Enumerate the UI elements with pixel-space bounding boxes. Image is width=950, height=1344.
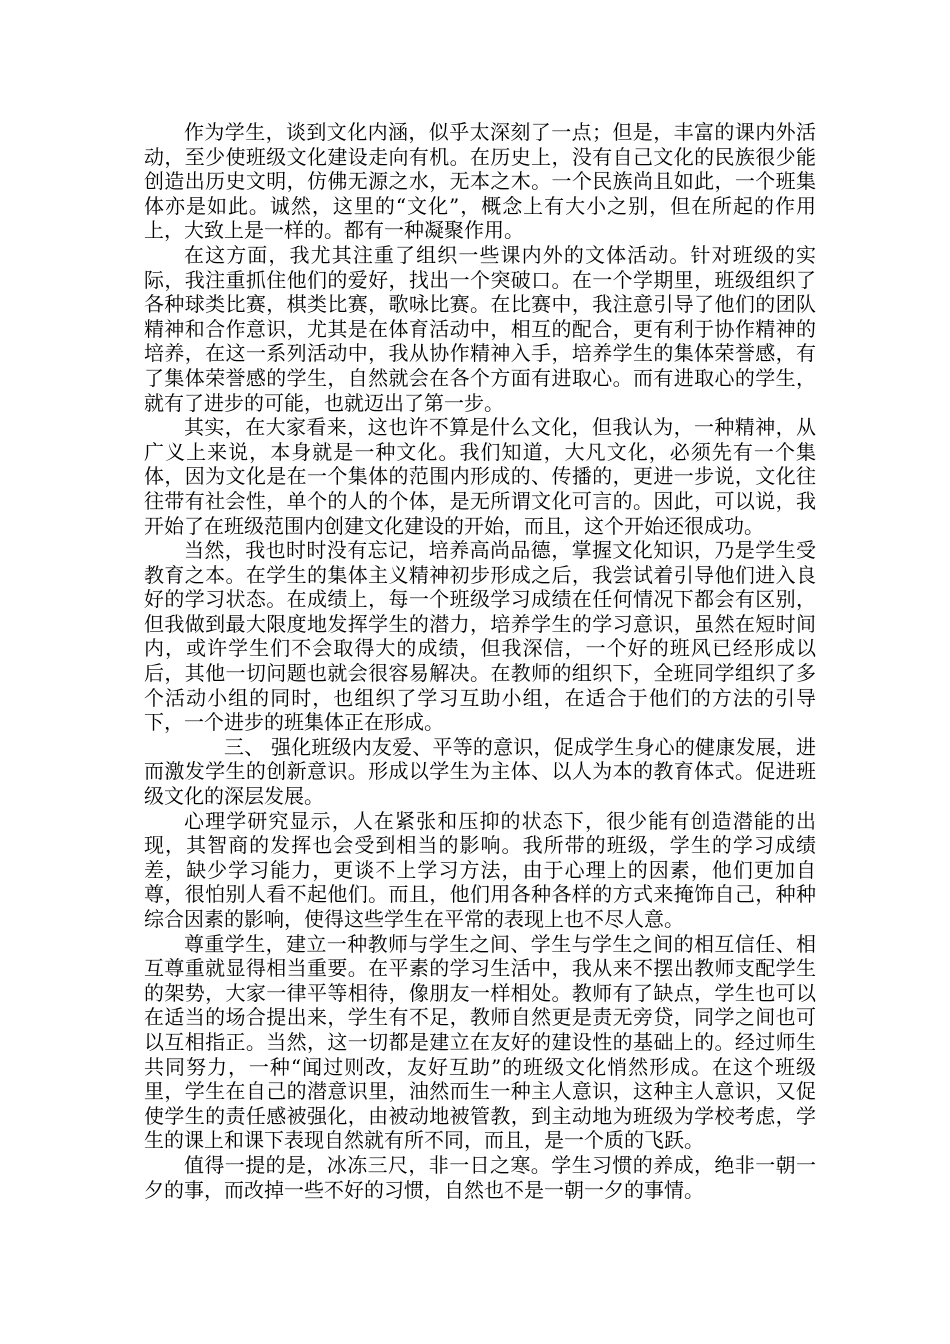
paragraph-psychology: 心理学研究显示，人在紧张和压抑的状态下，很少能有创造潜能的出现，其智商的发挥也会受到相当的影响。我所带的班级，学生的学习成绩差，缺少学习能力，更谈不上学习方法，由于心理上的因素，他们更加自尊，很怕别人看不起他们。而且，他们用各种各样的方式来掩饰自己，种种综合因素的影响，使得这些学生在平常的表现上也不尽人意。 bbox=[144, 808, 816, 931]
document-body bbox=[144, 120, 816, 1202]
paragraph-learning-state: 当然，我也时时没有忘记，培养高尚品德，掌握文化知识，乃是学生受教育之本。在学生的集体主义精神初步形成之后，我尝试着引导他们进入良好的学习状态。在成绩上，每一个班级学习成绩在任何情况下都会有区别，但我做到最大限度地发挥学生的潜力，培养学生的学习意识，虽然在短时间内，或许学生们不会取得大的成绩，但我深信，一个好的班风已经形成以后，其他一切问题也就会很容易解决。在教师的组织下，全班同学组织了多个活动小组的同时，也组织了学习互助小组，在适合于他们的方法的引导下，一个进步的班集体正在形成。 bbox=[144, 538, 816, 735]
paragraph-activities: 在这方面，我尤其注重了组织一些课内外的文体活动。针对班级的实际，我注重抓住他们的爱好，找出一个突破口。在一个学期里，班级组织了各种球类比赛，棋类比赛，歌咏比赛。在比赛中，我注意引导了他们的团队精神和合作意识，尤其是在体育活动中，相互的配合，更有利于协作精神的培养，在这一系列活动中，我从协作精神入手，培养学生的集体荣誉感，有了集体荣誉感的学生，自然就会在各个方面有进取心。而有进取心的学生，就有了进步的可能，也就迈出了第一步。 bbox=[144, 242, 816, 415]
paragraph-habits: 值得一提的是，冰冻三尺，非一日之寒。学生习惯的养成，绝非一朝一夕的事，而改掉一些不好的习惯，自然也不是一朝一夕的事情。 bbox=[144, 1152, 816, 1202]
section-heading-three: 三、 强化班级内友爱、平等的意识，促成学生身心的健康发展，进而激发学生的创新意识。形成以学生为主体、以人为本的教育体式。促进班级文化的深层发展。 bbox=[144, 734, 816, 809]
paragraph-respect-students: 尊重学生，建立一种教师与学生之间、学生与学生之间的相互信任、相互尊重就显得相当重要。在平素的学习生活中，我从来不摆出教师支配学生的架势，大家一律平等相待，像朋友一样相处。教师有了缺点，学生也可以在适当的场合提出来，学生有不足，教师自然更是责无旁贷，同学之间也可以互相指正。当然，这一切都是建立在友好的建设性的基础上的。经过师生共同努力，一种“闻过则改，友好互助”的班级文化悄然形成。在这个班级里，学生在自己的潜意识里，油然而生一种主人意识，这种主人意识，又促使学生的责任感被强化，由被动地被管教，到主动地为班级为学校考虑，学生的课上和课下表现自然就有所不同，而且，是一个质的飞跃。 bbox=[144, 931, 816, 1153]
paragraph-spirit-as-culture: 其实，在大家看来，这也许不算是什么文化，但我认为，一种精神，从广义上来说，本身就是一种文化。我们知道，大凡文化，必须先有一个集体，因为文化是在一个集体的范围内形成的、传播的，更进一步说，文化往往带有社会性，单个的人的个体，是无所谓文化可言的。因此，可以说，我开始了在班级范围内创建文化建设的开始，而且，这个开始还很成功。 bbox=[144, 415, 816, 538]
paragraph-culture-intro: 作为学生，谈到文化内涵，似乎太深刻了一点；但是，丰富的课内外活动，至少使班级文化建设走向有机。在历史上，没有自己文化的民族很少能创造出历史文明，仿佛无源之水，无本之木。一个民族尚且如此，一个班集体亦是如此。诚然，这里的“文化”，概念上有大小之别，但在所起的作用上，大致上是一样的。都有一种凝聚作用。 bbox=[144, 120, 816, 243]
